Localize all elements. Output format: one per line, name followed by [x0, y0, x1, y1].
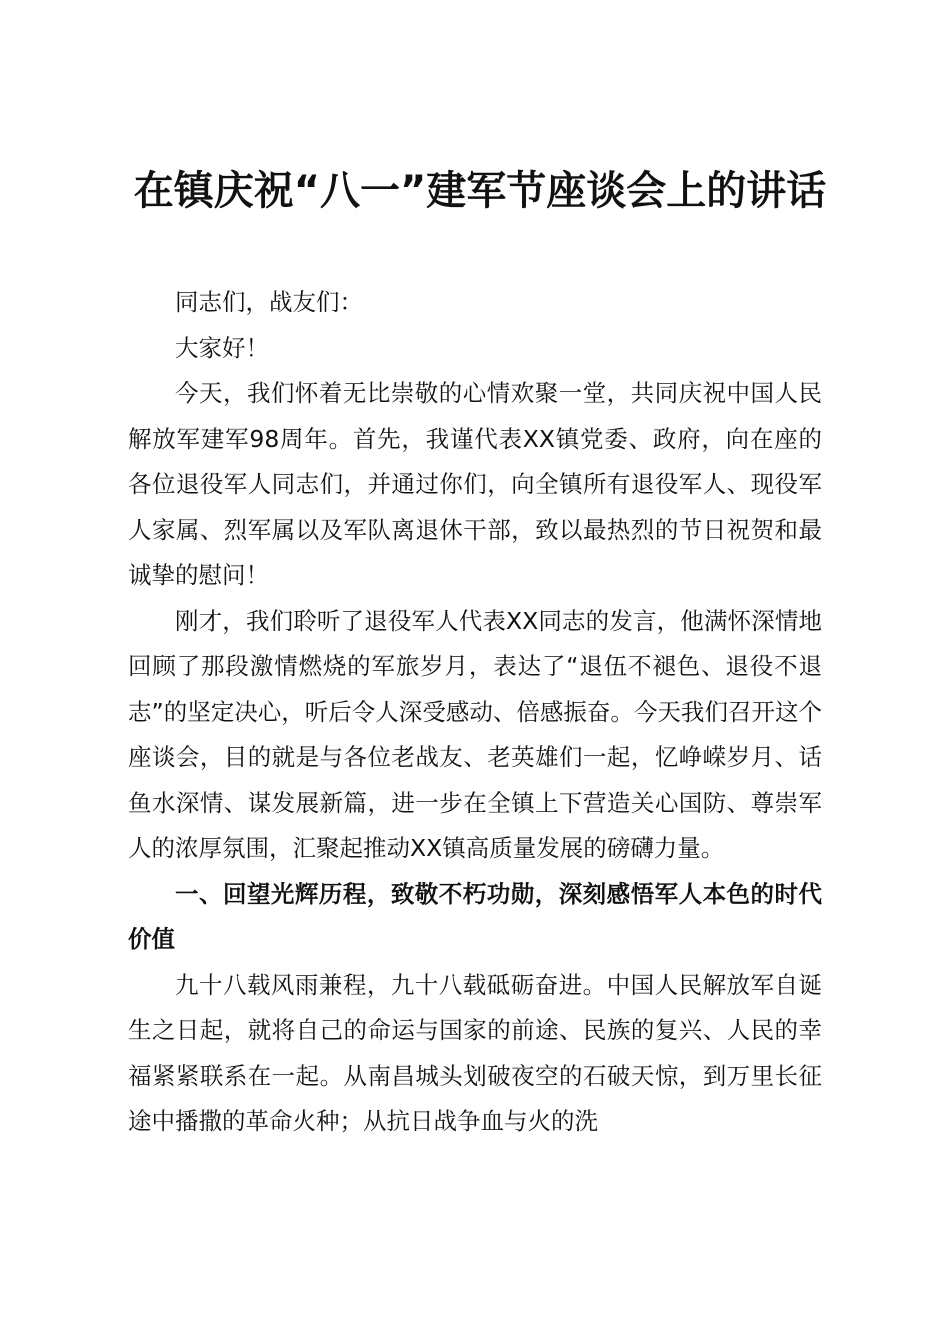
- greeting: 大家好！: [175, 333, 269, 362]
- paragraph-history: 九十八载风雨兼程，九十八载砥砺奋进。中国人民解放军自诞生之日起，就将自己的命运与国家的前途、民族的复兴、人民的幸福紧紧联系在一起。从南昌城头划破夜空的石破天惊，到万里长征途中播撒的革命火种；从抗日战争血与火的洗: [128, 970, 822, 1135]
- salutation: 同志们，战友们：: [175, 288, 363, 316]
- document-body: [128, 280, 822, 1145]
- paragraph-purpose: 刚才，我们聆听了退役军人代表XX同志的发言，他满怀深情地回顾了那段激情燃烧的军旅岁月，表达了“退伍不褪色、退役不退志”的坚定决心，听后令人深受感动、倍感振奋。今天我们召开这个座谈会，目的就是与各位老战友、老英雄们一起，忆峥嵘岁月、话鱼水深情、谋发展新篇，进一步在全镇上下营造关心国防、尊崇军人的浓厚氛围，汇聚起推动XX镇高质量发展的磅礴力量。: [128, 606, 822, 862]
- document-title: 在镇庆祝“八一”建军节座谈会上的讲话: [133, 168, 827, 214]
- section-heading: 一、回望光辉历程，致敬不朽功勋，深刻感悟军人本色的时代价值: [128, 879, 822, 953]
- paragraph-opening: 今天，我们怀着无比崇敬的心情欢聚一堂，共同庆祝中国人民解放军建军98周年。首先，我谨代表XX镇党委、政府，向在座的各位退役军人同志们，并通过你们，向全镇所有退役军人、现役军人家属、烈军属以及军队离退休干部，致以最热烈的节日祝贺和最诚挚的慰问！: [128, 379, 822, 589]
